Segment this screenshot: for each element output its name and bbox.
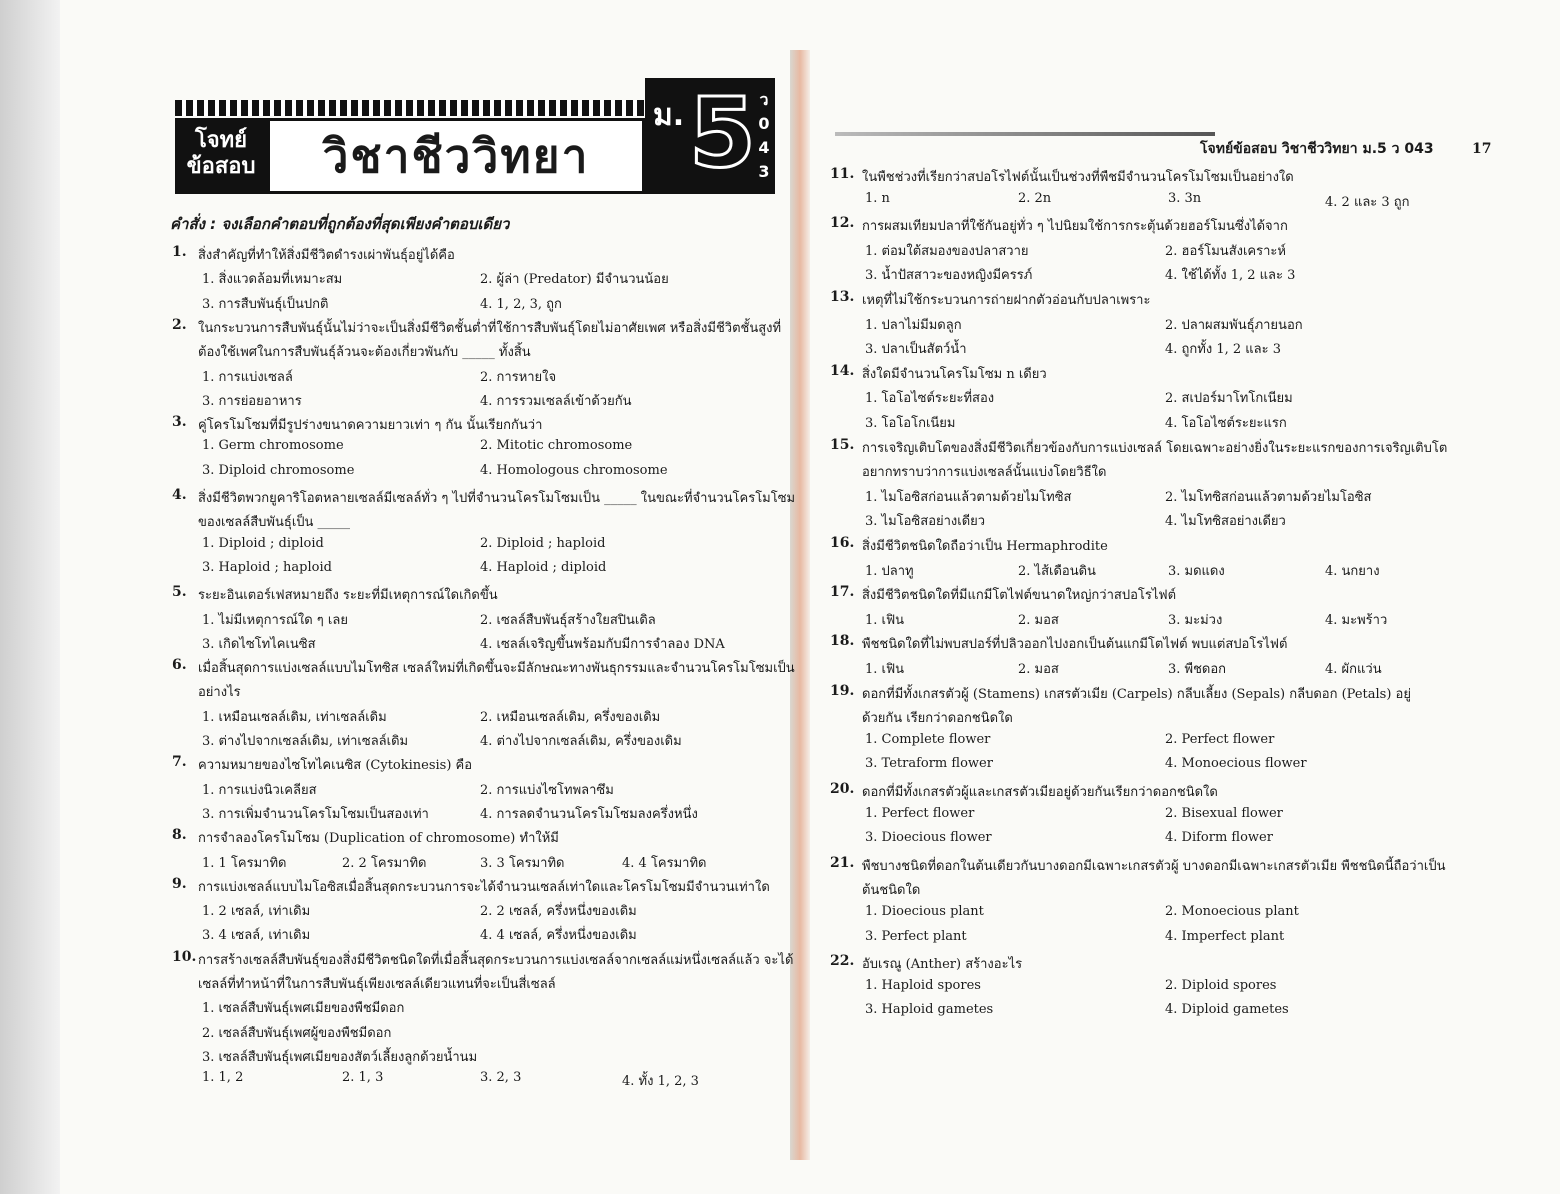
answer-option: 4. 1, 2, 3, ถูก <box>480 296 562 312</box>
answer-option: 3. 3n <box>1168 190 1202 206</box>
question-number: 1. <box>172 244 187 260</box>
answer-option: 3. เกิดไซโทไคเนซิส <box>202 636 316 652</box>
question-text: พืชบางชนิดที่ดอกในต้นเดียวกันบางดอกมีเฉพาะเกสรตัวผู้ บางดอกมีเฉพาะเกสรตัวเมีย พืชชนิดนี้ถือว่าเป็น <box>862 858 1446 874</box>
answer-option: 4. นกยาง <box>1325 563 1380 579</box>
answer-option: 4. 2 และ 3 ถูก <box>1325 194 1410 210</box>
answer-option: 2. มอส <box>1018 612 1059 628</box>
answer-option: 4. Haploid ; diploid <box>480 559 607 575</box>
question-number: 20. <box>830 781 855 797</box>
answer-option: 3. ปลาเป็นสัตว์น้ำ <box>865 342 967 358</box>
answer-option: 4. ผักแว่น <box>1325 662 1382 677</box>
answer-option: 2. ฮอร์โมนสังเคราะห์ <box>1165 243 1286 259</box>
answer-option: 3. ไมโอซิสอย่างเดียว <box>865 514 986 530</box>
answer-option: 3. โอโอโกเนียม <box>865 416 956 431</box>
answer-option: 3. Diploid chromosome <box>202 462 355 478</box>
title-banner <box>175 78 775 196</box>
question-text: สิ่งมีชีวิตพวกยูคาริโอตหลายเซลล์มีเซลล์ทั่ว ๆ ไปที่จำนวนโครโมโซมเป็น _____ ในขณะที่จำนวนโครโมโซม <box>198 491 796 506</box>
answer-option: 3. มดแดง <box>1168 563 1225 579</box>
answer-option: 2. มอส <box>1018 662 1059 677</box>
question-number: 7. <box>172 754 187 771</box>
book-fold <box>790 50 810 1160</box>
question-number: 14. <box>830 362 855 379</box>
question-text: การสร้างเซลล์สืบพันธุ์ของสิ่งมีชีวิตชนิดใดที่เมื่อสิ้นสุดกระบวนการแบ่งเซลล์จากเซลล์แม่หนึ่งเซลล์แล้ว จะได้ <box>198 952 794 968</box>
answer-option: 3. Tetraform flower <box>865 756 993 772</box>
answer-option: 4. Diform flower <box>1165 830 1273 846</box>
answer-option: 1. Complete flower <box>865 731 991 747</box>
answer-option: 1. 1, 2 <box>202 1070 244 1086</box>
question-number: 5. <box>172 584 187 601</box>
grade-badge <box>645 78 775 194</box>
answer-option: 2. 2 โครมาทิด <box>342 855 427 871</box>
answer-option: 4. ต่างไปจากเซลล์เดิม, ครึ่งของเดิม <box>480 734 682 749</box>
question-text: อย่างไร <box>198 685 241 701</box>
question-text: ต้นชนิดใด <box>862 883 921 899</box>
question-number: 4. <box>172 487 187 503</box>
question-number: 21. <box>830 854 855 871</box>
question-text: อยากทราบว่าการแบ่งเซลล์นั้นแบ่งโดยวิธีใด <box>862 465 1107 481</box>
answer-option: 2. Diploid ; haploid <box>480 535 606 551</box>
question-number: 2. <box>172 316 187 333</box>
answer-option: 4. การรวมเซลล์เข้าด้วยกัน <box>480 393 632 409</box>
answer-option: 4. มะพร้าว <box>1325 612 1388 628</box>
left-page <box>60 0 796 1194</box>
answer-option: 1. ไมโอซิสก่อนแล้วตามด้วยไมโทซิส <box>865 489 1072 505</box>
answer-option: 1. ปลาทู <box>865 563 914 579</box>
answer-option: 3. 4 เซลล์, เท่าเดิม <box>202 928 311 944</box>
question-text: ความหมายของไซโทไคเนซิส (Cytokinesis) คือ <box>198 758 473 774</box>
right-page <box>810 0 1560 1194</box>
answer-option: 1. ต่อมใต้สมองของปลาสวาย <box>865 243 1029 259</box>
answer-option: 1. เหมือนเซลล์เดิม, เท่าเซลล์เดิม <box>202 709 387 725</box>
logo-line1: โจทย์ <box>194 128 248 153</box>
question-number: 6. <box>172 657 187 674</box>
header-rule <box>835 132 1215 136</box>
answer-option: 4. ไมโทซิสอย่างเดียว <box>1165 514 1286 530</box>
answer-option: 1. Germ chromosome <box>202 438 344 454</box>
answer-option: 2. Monoecious plant <box>1165 904 1299 919</box>
question-text: การจำลองโครโมโซม (Duplication of chromosome) ทำให้มี <box>198 831 559 847</box>
question-number: 10. <box>172 948 197 965</box>
answer-option: 4. 4 เซลล์, ครึ่งหนึ่งของเดิม <box>480 928 637 944</box>
question-text: สิ่งมีชีวิตชนิดใดถือว่าเป็น Hermaphrodite <box>862 539 1108 554</box>
question-text: ในกระบวนการสืบพันธุ์นั้นไม่ว่าจะเป็นสิ่งมีชีวิตชั้นต่ำที่ใช้การสืบพันธุ์โดยไม่อาศัยเพศ หรือสิ่งมีชีวิตชั้นสูงที่ <box>198 320 782 336</box>
answer-option: 1. สิ่งแวดล้อมที่เหมาะสม <box>202 272 343 288</box>
instruction: คำสั่ง : จงเลือกคำตอบที่ถูกต้องที่สุดเพียงคำตอบเดียว <box>170 215 510 233</box>
answer-option: 3. 3 โครมาทิด <box>480 855 565 871</box>
answer-option: 2. เซลล์สืบพันธุ์สร้างใยสปินเดิล <box>480 612 656 628</box>
answer-option: 1. เฟิน <box>865 662 905 677</box>
question-text: ต้องใช้เพศในการสืบพันธุ์ล้วนจะต้องเกี่ยวพันกับ _____ ทั้งสิ้น <box>198 345 531 361</box>
answer-option: 1. โอโอไซต์ระยะที่สอง <box>865 391 995 407</box>
answer-option: 1. ไม่มีเหตุการณ์ใด ๆ เลย <box>202 612 348 628</box>
question-number: 11. <box>830 166 855 182</box>
question-number: 8. <box>172 827 187 844</box>
answer-option: 1. การแบ่งเซลล์ <box>202 369 293 385</box>
answer-option: 3. การสืบพันธุ์เป็นปกติ <box>202 296 329 312</box>
question-text: เซลล์ที่ทำหน้าที่ในการสืบพันธุ์เพียงเซลล์เดียวแทนที่จะเป็นสี่เซลล์ <box>198 977 556 992</box>
answer-option: 1. การแบ่งนิวเคลียส <box>202 782 317 798</box>
question-number: 19. <box>830 682 855 699</box>
answer-option: 4. ทั้ง 1, 2, 3 <box>622 1074 699 1090</box>
answer-option: 2. 1, 3 <box>342 1070 384 1086</box>
grade-number: 5 <box>689 77 756 189</box>
answer-option: 4. 4 โครมาทิด <box>622 855 707 871</box>
subject-title: วิชาชีววิทยา <box>267 118 645 194</box>
answer-option: 2. ปลาผสมพันธุ์ภายนอก <box>1165 317 1303 333</box>
answer-option: 2. การแบ่งไซโทพลาซึม <box>480 782 614 798</box>
answer-option: 1. Dioecious plant <box>865 904 984 919</box>
answer-option: 2. ไส้เดือนดิน <box>1018 563 1096 579</box>
answer-option: 3. 2, 3 <box>480 1070 522 1086</box>
question-number: 15. <box>830 436 855 453</box>
answer-option: 1. Haploid spores <box>865 977 981 993</box>
page-number: 17 <box>1472 141 1492 157</box>
question-text: ของเซลล์สืบพันธุ์เป็น _____ <box>198 515 351 531</box>
answer-option: 2. Mitotic chromosome <box>480 438 633 454</box>
question-text: ในพืชช่วงที่เรียกว่าสปอโรไฟต์นั้นเป็นช่วงที่พืชมีจำนวนโครโมโซมเป็นอย่างใด <box>862 170 1294 185</box>
answer-option: 2. การหายใจ <box>480 369 557 385</box>
answer-option: 3. ต่างไปจากเซลล์เดิม, เท่าเซลล์เดิม <box>202 734 409 749</box>
answer-option: 1. ปลาไม่มีมดลูก <box>865 317 962 333</box>
answer-option: 3. Dioecious flower <box>865 830 992 846</box>
question-text: การเจริญเติบโตของสิ่งมีชีวิตเกี่ยวข้องกับการแบ่งเซลล์ โดยเฉพาะอย่างยิ่งในระยะแรกของการเจริญเติบโต <box>862 440 1448 456</box>
answer-option: 3. น้ำปัสสาวะของหญิงมีครรภ์ <box>865 268 1033 284</box>
question-text: คู่โครโมโซมที่มีรูปร่างขนาดความยาวเท่า ๆ กัน นั้นเรียกกันว่า <box>198 418 543 434</box>
answer-option: 3. พืชดอก <box>1168 662 1227 677</box>
question-text: เหตุที่ไม่ใช้กระบวนการถ่ายฝากตัวอ่อนกับปลาเพราะ <box>862 293 1151 308</box>
question-text: การแบ่งเซลล์แบบไมโอซิสเมื่อสิ้นสุดกระบวนการจะได้จำนวนเซลล์เท่าใดและโครโมโซมมีจำนวนเท่าใด <box>198 879 770 895</box>
answer-option: 3. การย่อยอาหาร <box>202 393 302 409</box>
answer-option: 3. มะม่วง <box>1168 612 1223 628</box>
question-number: 16. <box>830 535 855 551</box>
question-text: ดอกที่มีทั้งเกสรตัวผู้ (Stamens) เกสรตัวเมีย (Carpels) กลีบเลี้ยง (Sepals) กลีบดอก (Petals) อยู่ <box>862 686 1411 702</box>
question-text: การผสมเทียมปลาที่ใช้กันอยู่ทั่ว ๆ ไปนิยมใช้การกระตุ้นด้วยฮอร์โมนซึ่งได้จาก <box>862 219 1288 235</box>
book-edge <box>0 0 60 1194</box>
answer-option: 2. สเปอร์มาโทโกเนียม <box>1165 391 1293 407</box>
answer-option: 2. 2 เซลล์, ครึ่งหนึ่งของเดิม <box>480 904 637 920</box>
answer-option: 4. ใช้ได้ทั้ง 1, 2 และ 3 <box>1165 268 1296 284</box>
answer-option: 4. Monoecious flower <box>1165 756 1307 772</box>
question-text: สิ่งสำคัญที่ทำให้สิ่งมีชีวิตดำรงเผ่าพันธุ์อยู่ได้คือ <box>198 248 455 263</box>
banner-logo <box>175 118 267 194</box>
question-number: 9. <box>172 875 187 892</box>
answer-option: 2. 2n <box>1018 190 1052 206</box>
question-number: 13. <box>830 289 855 305</box>
answer-option: 1. 2 เซลล์, เท่าเดิม <box>202 904 311 920</box>
question-number: 22. <box>830 953 855 970</box>
grade-prefix: ม. <box>653 98 685 133</box>
answer-option: 3. การเพิ่มจำนวนโครโมโซมเป็นสองเท่า <box>202 806 429 822</box>
question-text: ด้วยกัน เรียกว่าดอกชนิดใด <box>862 711 1013 727</box>
answer-option: 4. Imperfect plant <box>1165 928 1285 944</box>
answer-option: 4. ถูกทั้ง 1, 2 และ 3 <box>1165 342 1281 358</box>
answer-option: 1. Perfect flower <box>865 805 975 821</box>
question-text: ดอกที่มีทั้งเกสรตัวผู้และเกสรตัวเมียอยู่ด้วยกันเรียกว่าดอกชนิดใด <box>862 785 1218 800</box>
running-header: โจทย์ข้อสอบ วิชาชีววิทยา ม.5 ว 043 <box>1200 141 1434 157</box>
question-text: ระยะอินเตอร์เฟสหมายถึง ระยะที่มีเหตุการณ์ใดเกิดขึ้น <box>198 588 498 604</box>
course-code: ว043 <box>758 90 770 181</box>
answer-option: 2. Bisexual flower <box>1165 805 1283 821</box>
answer-option: 4. เซลล์เจริญขึ้นพร้อมกับมีการจำลอง DNA <box>480 636 725 652</box>
question-statement: 3. เซลล์สืบพันธุ์เพศเมียของสัตว์เลี้ยงลูกด้วยน้ำนม <box>202 1049 478 1065</box>
answer-option: 2. ไมโทซิสก่อนแล้วตามด้วยไมโอซิส <box>1165 489 1372 505</box>
question-text: พืชชนิดใดที่ไม่พบสปอร์ที่ปลิวออกไปงอกเป็นต้นแกมีโตไฟต์ พบแต่สปอโรไฟต์ <box>862 637 1288 653</box>
question-statement: 1. เซลล์สืบพันธุ์เพศเมียของพืชมีดอก <box>202 1001 405 1017</box>
question-text: สิ่งมีชีวิตชนิดใดที่มีแกมีโตไฟต์ขนาดใหญ่กว่าสปอโรไฟต์ <box>862 588 1177 604</box>
answer-option: 4. Homologous chromosome <box>480 462 668 478</box>
question-text: อับเรณู (Anther) สร้างอะไร <box>862 957 1023 973</box>
question-number: 18. <box>830 633 855 650</box>
question-text: สิ่งใดมีจำนวนโครโมโซม n เดียว <box>862 366 1047 382</box>
answer-option: 3. Haploid gametes <box>865 1002 994 1018</box>
answer-option: 3. Perfect plant <box>865 928 967 944</box>
logo-line2: ข้อสอบ <box>186 154 256 179</box>
answer-option: 1. เฟิน <box>865 612 905 628</box>
question-text: เมื่อสิ้นสุดการแบ่งเซลล์แบบไมโทซิส เซลล์ใหม่ที่เกิดขึ้นจะมีลักษณะทางพันธุกรรมและจำนวนโครโมโซมเป็น <box>198 661 795 677</box>
question-number: 3. <box>172 414 187 431</box>
answer-option: 1. Diploid ; diploid <box>202 535 324 551</box>
answer-option: 1. 1 โครมาทิด <box>202 855 287 871</box>
answer-option: 4. Diploid gametes <box>1165 1002 1289 1018</box>
answer-option: 2. ผู้ล่า (Predator) มีจำนวนน้อย <box>480 272 669 288</box>
answer-option: 2. Perfect flower <box>1165 731 1275 747</box>
answer-option: 4. โอโอไซต์ระยะแรก <box>1165 416 1287 431</box>
answer-option: 2. Diploid spores <box>1165 977 1277 993</box>
answer-option: 1. n <box>865 190 890 206</box>
answer-option: 2. เหมือนเซลล์เดิม, ครึ่งของเดิม <box>480 709 661 725</box>
answer-option: 4. การลดจำนวนโครโมโซมลงครึ่งหนึ่ง <box>480 806 698 822</box>
question-number: 12. <box>830 215 855 232</box>
question-statement: 2. เซลล์สืบพันธุ์เพศผู้ของพืชมีดอก <box>202 1025 392 1041</box>
question-number: 17. <box>830 584 855 601</box>
answer-option: 3. Haploid ; haploid <box>202 559 332 575</box>
